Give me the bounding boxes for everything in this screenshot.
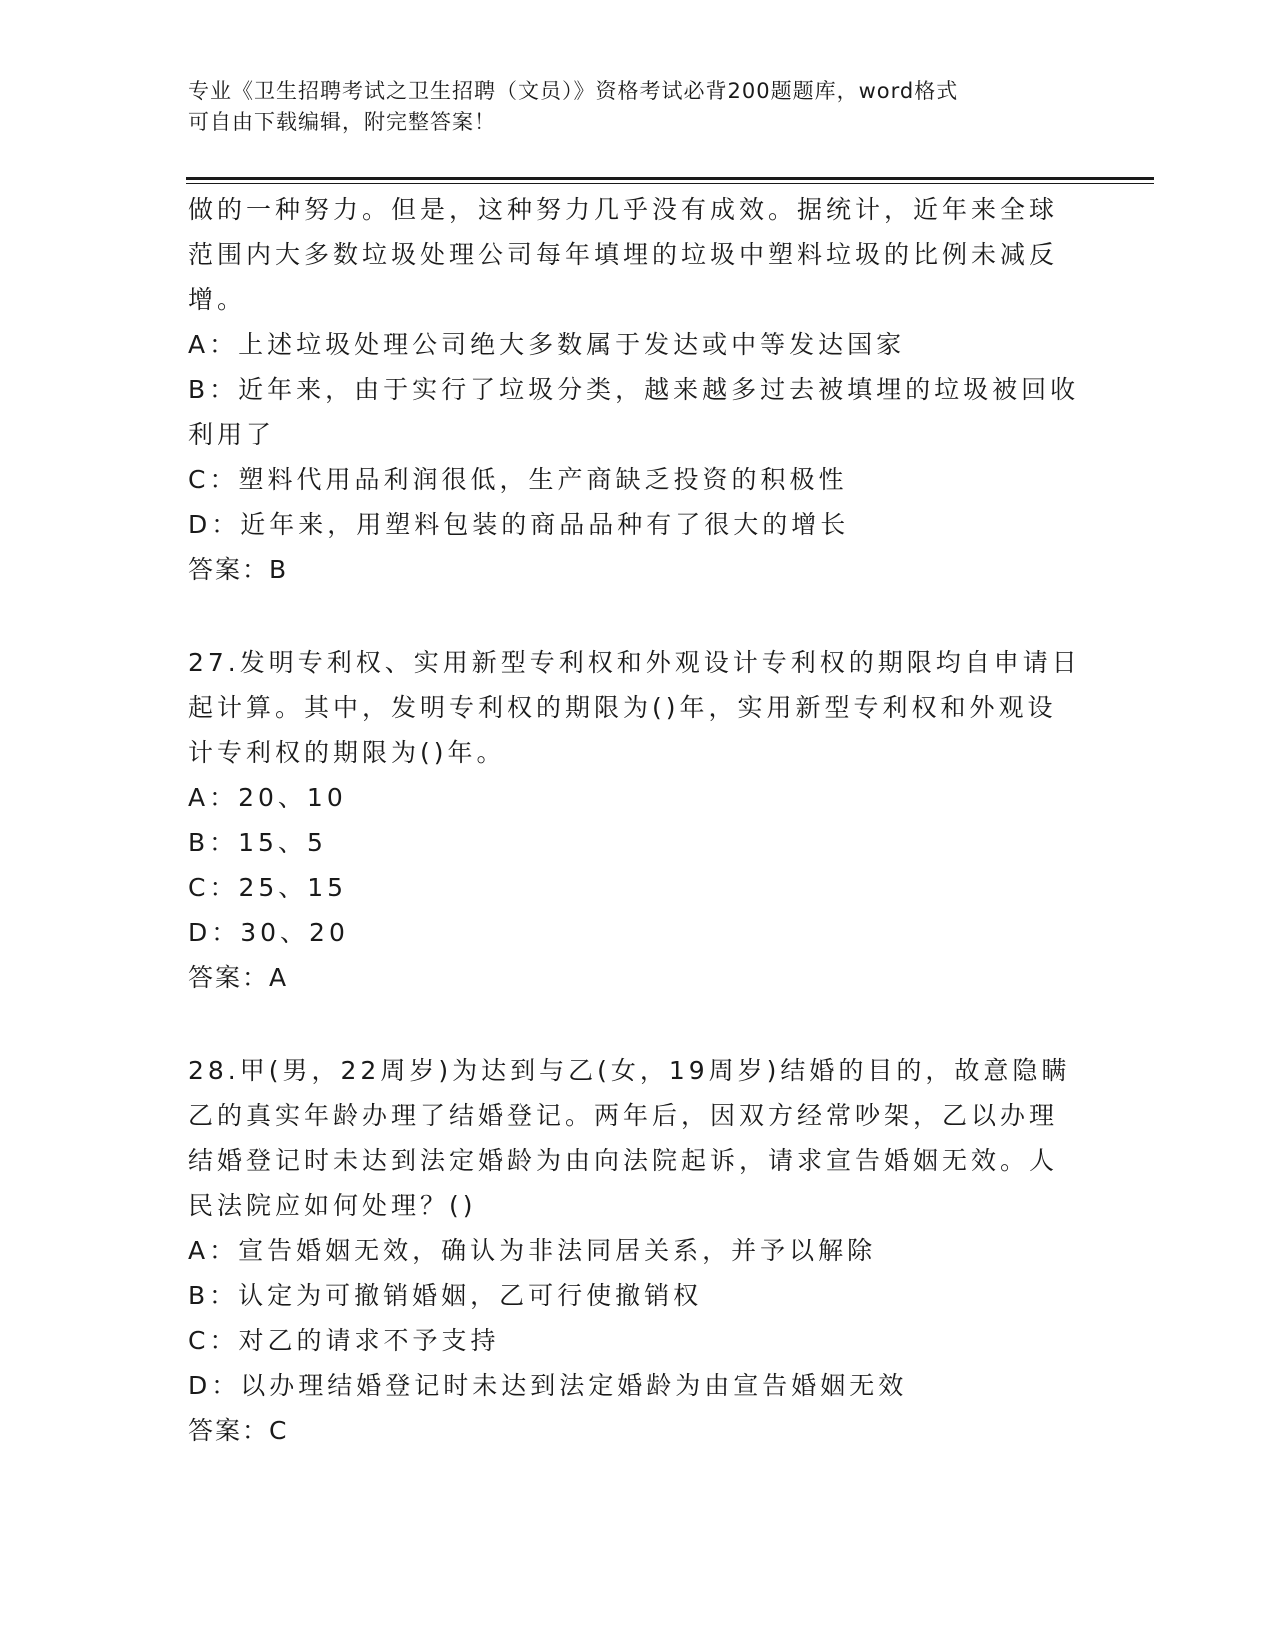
option-a: A：20、10 bbox=[188, 783, 347, 812]
question-28 bbox=[188, 1048, 1088, 1453]
header-rule-thick bbox=[186, 177, 1154, 180]
answer: 答案：C bbox=[188, 1416, 289, 1445]
question-stem-line: 计专利权的期限为()年。 bbox=[188, 738, 506, 767]
option-c: C：塑料代用品利润很低，生产商缺乏投资的积极性 bbox=[188, 465, 848, 494]
header-rule-thin bbox=[186, 183, 1154, 184]
question-stem-line: 民法院应如何处理？() bbox=[188, 1191, 477, 1220]
question-27 bbox=[188, 640, 1088, 1000]
option-a: A：宣告婚姻无效，确认为非法同居关系，并予以解除 bbox=[188, 1236, 877, 1265]
question-stem-line: 范围内大多数垃圾处理公司每年填埋的垃圾中塑料垃圾的比例未减反 bbox=[188, 240, 1059, 269]
header-title-line-2: 可自由下载编辑，附完整答案！ bbox=[188, 110, 496, 134]
option-c: C：对乙的请求不予支持 bbox=[188, 1326, 500, 1355]
question-stem-line: 起计算。其中，发明专利权的期限为()年，实用新型专利权和外观设 bbox=[188, 693, 1057, 722]
question-stem-line: 28.甲(男，22周岁)为达到与乙(女，19周岁)结婚的目的，故意隐瞒 bbox=[188, 1056, 1071, 1085]
option-b: B：认定为可撤销婚姻，乙可行使撤销权 bbox=[188, 1281, 703, 1310]
option-d: D：以办理结婚登记时未达到法定婚龄为由宣告婚姻无效 bbox=[188, 1371, 908, 1400]
question-gap bbox=[188, 592, 1088, 640]
header-title-line-1: 专业《卫生招聘考试之卫生招聘（文员）》资格考试必背200题题库，word格式 bbox=[188, 79, 959, 103]
question-stem-line: 乙的真实年龄办理了结婚登记。两年后，因双方经常吵架，乙以办理 bbox=[188, 1101, 1059, 1130]
option-c: C：25、15 bbox=[188, 873, 348, 902]
page-header bbox=[188, 76, 1088, 138]
question-stem-line: 27.发明专利权、实用新型专利权和外观设计专利权的期限均自申请日 bbox=[188, 648, 1081, 677]
answer: 答案：A bbox=[188, 963, 289, 992]
question-gap bbox=[188, 1000, 1088, 1048]
option-b: B：15、5 bbox=[188, 828, 327, 857]
option-a: A：上述垃圾处理公司绝大多数属于发达或中等发达国家 bbox=[188, 330, 906, 359]
question-26 bbox=[188, 187, 1088, 592]
option-b: B：近年来，由于实行了垃圾分类，越来越多过去被填埋的垃圾被回收 bbox=[188, 375, 1080, 404]
option-d: D：近年来，用塑料包装的商品品种有了很大的增长 bbox=[188, 510, 850, 539]
option-b-continued: 利用了 bbox=[188, 420, 276, 449]
question-stem-line: 增。 bbox=[188, 285, 247, 314]
option-d: D：30、20 bbox=[188, 918, 349, 947]
question-list bbox=[188, 187, 1088, 1453]
question-stem-line: 结婚登记时未达到法定婚龄为由向法院起诉，请求宣告婚姻无效。人 bbox=[188, 1146, 1059, 1175]
answer: 答案：B bbox=[188, 555, 289, 584]
question-stem-line: 做的一种努力。但是，这种努力几乎没有成效。据统计，近年来全球 bbox=[188, 195, 1059, 224]
